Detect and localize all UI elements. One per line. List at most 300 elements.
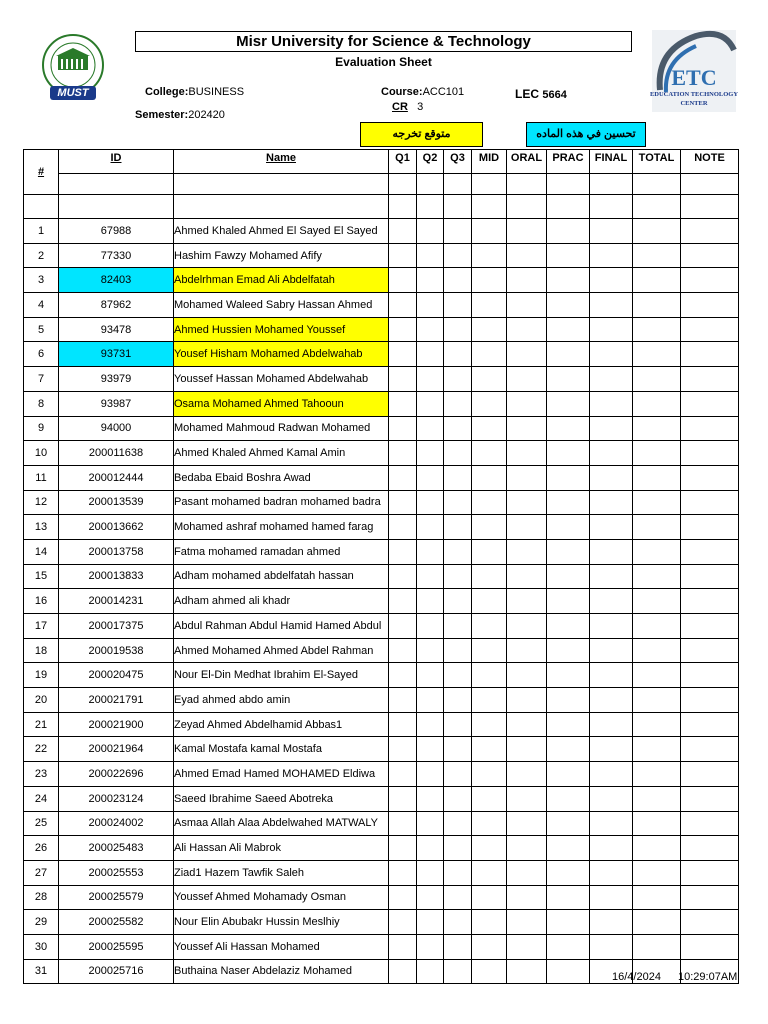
- row-total-cell[interactable]: [633, 663, 681, 688]
- row-mid-cell[interactable]: [472, 934, 507, 959]
- row-q1-cell[interactable]: [389, 737, 417, 762]
- row-q3-cell[interactable]: [444, 293, 472, 318]
- row-final-cell[interactable]: [590, 663, 633, 688]
- row-q2-cell[interactable]: [417, 317, 444, 342]
- row-prac-cell[interactable]: [547, 342, 590, 367]
- row-q1-cell[interactable]: [389, 317, 417, 342]
- row-q3-cell[interactable]: [444, 860, 472, 885]
- row-q2-cell[interactable]: [417, 885, 444, 910]
- row-oral-cell[interactable]: [507, 663, 547, 688]
- row-note-cell[interactable]: [681, 811, 739, 836]
- row-q1-cell[interactable]: [389, 836, 417, 861]
- row-total-cell[interactable]: [633, 293, 681, 318]
- row-final-cell[interactable]: [590, 441, 633, 466]
- row-mid-cell[interactable]: [472, 786, 507, 811]
- row-prac-cell[interactable]: [547, 762, 590, 787]
- row-final-cell[interactable]: [590, 688, 633, 713]
- row-q3-cell[interactable]: [444, 465, 472, 490]
- row-oral-cell[interactable]: [507, 786, 547, 811]
- row-note-cell[interactable]: [681, 614, 739, 639]
- row-final-cell[interactable]: [590, 367, 633, 392]
- row-q1-cell[interactable]: [389, 465, 417, 490]
- row-prac-cell[interactable]: [547, 860, 590, 885]
- row-mid-cell[interactable]: [472, 490, 507, 515]
- must-logo: [28, 32, 118, 104]
- row-oral-cell[interactable]: [507, 293, 547, 318]
- row-total-cell[interactable]: [633, 589, 681, 614]
- row-q1-cell[interactable]: [389, 441, 417, 466]
- row-mid-cell[interactable]: [472, 515, 507, 540]
- row-oral-cell[interactable]: [507, 737, 547, 762]
- row-mid-cell[interactable]: [472, 391, 507, 416]
- row-mid-cell[interactable]: [472, 465, 507, 490]
- col-header-total: TOTAL: [633, 150, 681, 174]
- row-q2-cell[interactable]: [417, 490, 444, 515]
- row-q1-cell[interactable]: [389, 860, 417, 885]
- row-prac-cell[interactable]: [547, 614, 590, 639]
- row-mid-cell[interactable]: [472, 293, 507, 318]
- row-total-cell[interactable]: [633, 367, 681, 392]
- row-mid-cell[interactable]: [472, 416, 507, 441]
- row-q3-cell[interactable]: [444, 268, 472, 293]
- row-q2-cell[interactable]: [417, 367, 444, 392]
- row-note-cell[interactable]: [681, 836, 739, 861]
- row-prac-cell[interactable]: [547, 638, 590, 663]
- row-note-cell[interactable]: [681, 786, 739, 811]
- row-q3-cell[interactable]: [444, 539, 472, 564]
- row-note-cell[interactable]: [681, 712, 739, 737]
- row-total-cell[interactable]: [633, 539, 681, 564]
- row-oral-cell[interactable]: [507, 342, 547, 367]
- row-q3-cell[interactable]: [444, 663, 472, 688]
- row-total-cell[interactable]: [633, 268, 681, 293]
- row-note-cell[interactable]: [681, 688, 739, 713]
- table-row: [24, 391, 739, 416]
- row-note-cell[interactable]: [681, 589, 739, 614]
- row-note-cell[interactable]: [681, 342, 739, 367]
- row-final-cell[interactable]: [590, 243, 633, 268]
- row-q2-cell[interactable]: [417, 860, 444, 885]
- row-q2-cell[interactable]: [417, 959, 444, 984]
- row-mid-cell[interactable]: [472, 638, 507, 663]
- row-q3-cell[interactable]: [444, 811, 472, 836]
- row-total-cell[interactable]: [633, 416, 681, 441]
- row-q1-cell[interactable]: [389, 342, 417, 367]
- row-q1-cell[interactable]: [389, 539, 417, 564]
- row-number: 10: [24, 441, 59, 466]
- row-oral-cell[interactable]: [507, 367, 547, 392]
- row-q1-cell[interactable]: [389, 910, 417, 935]
- row-student-id: 93987: [59, 391, 174, 416]
- row-prac-cell[interactable]: [547, 589, 590, 614]
- row-oral-cell[interactable]: [507, 934, 547, 959]
- row-note-cell[interactable]: [681, 737, 739, 762]
- row-final-cell[interactable]: [590, 589, 633, 614]
- row-total-cell[interactable]: [633, 441, 681, 466]
- row-number: 15: [24, 564, 59, 589]
- row-note-cell[interactable]: [681, 243, 739, 268]
- row-total-cell[interactable]: [633, 885, 681, 910]
- row-mid-cell[interactable]: [472, 762, 507, 787]
- row-final-cell[interactable]: [590, 416, 633, 441]
- row-q1-cell[interactable]: [389, 589, 417, 614]
- row-total-cell[interactable]: [633, 243, 681, 268]
- row-final-cell[interactable]: [590, 737, 633, 762]
- table-row: [24, 293, 739, 318]
- row-oral-cell[interactable]: [507, 268, 547, 293]
- row-total-cell[interactable]: [633, 564, 681, 589]
- row-q1-cell[interactable]: [389, 490, 417, 515]
- row-note-cell[interactable]: [681, 638, 739, 663]
- row-mid-cell[interactable]: [472, 688, 507, 713]
- row-q2-cell[interactable]: [417, 441, 444, 466]
- row-note-cell[interactable]: [681, 367, 739, 392]
- row-mid-cell[interactable]: [472, 268, 507, 293]
- row-q2-cell[interactable]: [417, 539, 444, 564]
- row-q1-cell[interactable]: [389, 391, 417, 416]
- row-prac-cell[interactable]: [547, 836, 590, 861]
- row-oral-cell[interactable]: [507, 589, 547, 614]
- row-mid-cell[interactable]: [472, 219, 507, 244]
- row-q1-cell[interactable]: [389, 811, 417, 836]
- row-total-cell[interactable]: [633, 614, 681, 639]
- row-q2-cell[interactable]: [417, 515, 444, 540]
- row-oral-cell[interactable]: [507, 490, 547, 515]
- row-oral-cell[interactable]: [507, 762, 547, 787]
- table-row: [24, 342, 739, 367]
- row-mid-cell[interactable]: [472, 564, 507, 589]
- row-student-id: 82403: [59, 268, 174, 293]
- row-q1-cell[interactable]: [389, 243, 417, 268]
- row-note-cell[interactable]: [681, 762, 739, 787]
- row-final-cell[interactable]: [590, 934, 633, 959]
- row-total-cell[interactable]: [633, 465, 681, 490]
- row-final-cell[interactable]: [590, 465, 633, 490]
- row-prac-cell[interactable]: [547, 712, 590, 737]
- row-final-cell[interactable]: [590, 293, 633, 318]
- row-q3-cell[interactable]: [444, 317, 472, 342]
- row-final-cell[interactable]: [590, 614, 633, 639]
- row-student-id: 200011638: [59, 441, 174, 466]
- row-number: 29: [24, 910, 59, 935]
- row-q3-cell[interactable]: [444, 737, 472, 762]
- row-total-cell[interactable]: [633, 712, 681, 737]
- row-oral-cell[interactable]: [507, 391, 547, 416]
- row-q3-cell[interactable]: [444, 786, 472, 811]
- row-student-name: Adham ahmed ali khadr: [174, 589, 389, 614]
- row-final-cell[interactable]: [590, 490, 633, 515]
- row-q3-cell[interactable]: [444, 416, 472, 441]
- row-total-cell[interactable]: [633, 934, 681, 959]
- row-mid-cell[interactable]: [472, 539, 507, 564]
- row-q1-cell[interactable]: [389, 762, 417, 787]
- row-total-cell[interactable]: [633, 515, 681, 540]
- row-oral-cell[interactable]: [507, 317, 547, 342]
- row-q2-cell[interactable]: [417, 811, 444, 836]
- row-prac-cell[interactable]: [547, 243, 590, 268]
- row-q3-cell[interactable]: [444, 688, 472, 713]
- row-note-cell[interactable]: [681, 490, 739, 515]
- row-q2-cell[interactable]: [417, 391, 444, 416]
- row-oral-cell[interactable]: [507, 441, 547, 466]
- row-mid-cell[interactable]: [472, 367, 507, 392]
- row-total-cell[interactable]: [633, 391, 681, 416]
- row-note-cell[interactable]: [681, 268, 739, 293]
- row-mid-cell[interactable]: [472, 737, 507, 762]
- row-q2-cell[interactable]: [417, 293, 444, 318]
- row-oral-cell[interactable]: [507, 860, 547, 885]
- row-q1-cell[interactable]: [389, 786, 417, 811]
- row-q1-cell[interactable]: [389, 712, 417, 737]
- row-final-cell[interactable]: [590, 712, 633, 737]
- row-final-cell[interactable]: [590, 317, 633, 342]
- row-final-cell[interactable]: [590, 836, 633, 861]
- row-final-cell[interactable]: [590, 515, 633, 540]
- row-mid-cell[interactable]: [472, 712, 507, 737]
- row-oral-cell[interactable]: [507, 959, 547, 984]
- row-q2-cell[interactable]: [417, 737, 444, 762]
- row-q2-cell[interactable]: [417, 219, 444, 244]
- row-mid-cell[interactable]: [472, 317, 507, 342]
- row-final-cell[interactable]: [590, 391, 633, 416]
- row-oral-cell[interactable]: [507, 416, 547, 441]
- row-total-cell[interactable]: [633, 219, 681, 244]
- row-q3-cell[interactable]: [444, 490, 472, 515]
- row-total-cell[interactable]: [633, 490, 681, 515]
- row-q3-cell[interactable]: [444, 934, 472, 959]
- row-q2-cell[interactable]: [417, 786, 444, 811]
- row-q2-cell[interactable]: [417, 465, 444, 490]
- row-note-cell[interactable]: [681, 910, 739, 935]
- row-mid-cell[interactable]: [472, 243, 507, 268]
- row-q1-cell[interactable]: [389, 614, 417, 639]
- row-number: 20: [24, 688, 59, 713]
- row-q2-cell[interactable]: [417, 836, 444, 861]
- row-prac-cell[interactable]: [547, 539, 590, 564]
- table-row: [24, 367, 739, 392]
- row-prac-cell[interactable]: [547, 268, 590, 293]
- row-final-cell[interactable]: [590, 786, 633, 811]
- row-oral-cell[interactable]: [507, 688, 547, 713]
- row-total-cell[interactable]: [633, 860, 681, 885]
- row-prac-cell[interactable]: [547, 934, 590, 959]
- row-mid-cell[interactable]: [472, 811, 507, 836]
- row-total-cell[interactable]: [633, 811, 681, 836]
- row-final-cell[interactable]: [590, 638, 633, 663]
- row-q3-cell[interactable]: [444, 391, 472, 416]
- row-q1-cell[interactable]: [389, 515, 417, 540]
- row-oral-cell[interactable]: [507, 614, 547, 639]
- row-q2-cell[interactable]: [417, 564, 444, 589]
- row-oral-cell[interactable]: [507, 712, 547, 737]
- row-q1-cell[interactable]: [389, 959, 417, 984]
- row-mid-cell[interactable]: [472, 589, 507, 614]
- row-final-cell[interactable]: [590, 342, 633, 367]
- row-final-cell[interactable]: [590, 268, 633, 293]
- row-q2-cell[interactable]: [417, 663, 444, 688]
- row-oral-cell[interactable]: [507, 564, 547, 589]
- row-prac-cell[interactable]: [547, 663, 590, 688]
- row-q1-cell[interactable]: [389, 293, 417, 318]
- row-prac-cell[interactable]: [547, 391, 590, 416]
- row-total-cell[interactable]: [633, 317, 681, 342]
- row-q3-cell[interactable]: [444, 243, 472, 268]
- row-q1-cell[interactable]: [389, 268, 417, 293]
- row-total-cell[interactable]: [633, 786, 681, 811]
- row-oral-cell[interactable]: [507, 465, 547, 490]
- row-q3-cell[interactable]: [444, 367, 472, 392]
- row-oral-cell[interactable]: [507, 885, 547, 910]
- row-q3-cell[interactable]: [444, 515, 472, 540]
- row-prac-cell[interactable]: [547, 688, 590, 713]
- row-total-cell[interactable]: [633, 342, 681, 367]
- row-note-cell[interactable]: [681, 441, 739, 466]
- row-prac-cell[interactable]: [547, 317, 590, 342]
- row-prac-cell[interactable]: [547, 367, 590, 392]
- row-oral-cell[interactable]: [507, 910, 547, 935]
- row-note-cell[interactable]: [681, 539, 739, 564]
- row-final-cell[interactable]: [590, 885, 633, 910]
- row-note-cell[interactable]: [681, 465, 739, 490]
- row-q2-cell[interactable]: [417, 712, 444, 737]
- row-oral-cell[interactable]: [507, 219, 547, 244]
- row-q3-cell[interactable]: [444, 885, 472, 910]
- row-prac-cell[interactable]: [547, 811, 590, 836]
- row-final-cell[interactable]: [590, 564, 633, 589]
- row-total-cell[interactable]: [633, 762, 681, 787]
- row-mid-cell[interactable]: [472, 836, 507, 861]
- row-prac-cell[interactable]: [547, 786, 590, 811]
- row-total-cell[interactable]: [633, 688, 681, 713]
- row-mid-cell[interactable]: [472, 663, 507, 688]
- row-mid-cell[interactable]: [472, 910, 507, 935]
- row-q2-cell[interactable]: [417, 688, 444, 713]
- row-prac-cell[interactable]: [547, 910, 590, 935]
- row-student-id: 200022696: [59, 762, 174, 787]
- badge-expected-graduation: متوقع تخرجه: [360, 122, 483, 147]
- row-prac-cell[interactable]: [547, 441, 590, 466]
- row-q3-cell[interactable]: [444, 342, 472, 367]
- row-note-cell[interactable]: [681, 317, 739, 342]
- row-mid-cell[interactable]: [472, 441, 507, 466]
- row-q1-cell[interactable]: [389, 416, 417, 441]
- row-q1-cell[interactable]: [389, 638, 417, 663]
- row-note-cell[interactable]: [681, 293, 739, 318]
- row-q3-cell[interactable]: [444, 910, 472, 935]
- row-prac-cell[interactable]: [547, 465, 590, 490]
- row-prac-cell[interactable]: [547, 737, 590, 762]
- row-q3-cell[interactable]: [444, 589, 472, 614]
- row-final-cell[interactable]: [590, 219, 633, 244]
- row-q2-cell[interactable]: [417, 589, 444, 614]
- row-mid-cell[interactable]: [472, 614, 507, 639]
- row-prac-cell[interactable]: [547, 885, 590, 910]
- row-total-cell[interactable]: [633, 836, 681, 861]
- col-header-note: NOTE: [681, 150, 739, 174]
- row-q2-cell[interactable]: [417, 243, 444, 268]
- row-oral-cell[interactable]: [507, 515, 547, 540]
- row-note-cell[interactable]: [681, 391, 739, 416]
- row-q3-cell[interactable]: [444, 762, 472, 787]
- row-mid-cell[interactable]: [472, 860, 507, 885]
- row-total-cell[interactable]: [633, 638, 681, 663]
- row-oral-cell[interactable]: [507, 811, 547, 836]
- row-q1-cell[interactable]: [389, 688, 417, 713]
- must-logo-text: MUST: [57, 87, 89, 99]
- row-final-cell[interactable]: [590, 910, 633, 935]
- row-oral-cell[interactable]: [507, 539, 547, 564]
- row-oral-cell[interactable]: [507, 836, 547, 861]
- row-prac-cell[interactable]: [547, 293, 590, 318]
- row-prac-cell[interactable]: [547, 490, 590, 515]
- row-final-cell[interactable]: [590, 762, 633, 787]
- row-q3-cell[interactable]: [444, 836, 472, 861]
- row-note-cell[interactable]: [681, 934, 739, 959]
- row-prac-cell[interactable]: [547, 515, 590, 540]
- col-header-mid: MID: [472, 150, 507, 174]
- row-note-cell[interactable]: [681, 564, 739, 589]
- row-final-cell[interactable]: [590, 860, 633, 885]
- row-note-cell[interactable]: [681, 663, 739, 688]
- row-note-cell[interactable]: [681, 885, 739, 910]
- row-final-cell[interactable]: [590, 539, 633, 564]
- row-number: 22: [24, 737, 59, 762]
- row-q2-cell[interactable]: [417, 910, 444, 935]
- row-q1-cell[interactable]: [389, 219, 417, 244]
- semester-info: [135, 109, 225, 121]
- row-q3-cell[interactable]: [444, 219, 472, 244]
- row-q3-cell[interactable]: [444, 441, 472, 466]
- row-note-cell[interactable]: [681, 515, 739, 540]
- row-q2-cell[interactable]: [417, 268, 444, 293]
- table-spacer-row: [24, 195, 739, 219]
- row-q1-cell[interactable]: [389, 934, 417, 959]
- row-mid-cell[interactable]: [472, 959, 507, 984]
- row-q3-cell[interactable]: [444, 564, 472, 589]
- row-q2-cell[interactable]: [417, 638, 444, 663]
- row-mid-cell[interactable]: [472, 342, 507, 367]
- row-total-cell[interactable]: [633, 737, 681, 762]
- row-prac-cell[interactable]: [547, 564, 590, 589]
- row-note-cell[interactable]: [681, 416, 739, 441]
- row-prac-cell[interactable]: [547, 416, 590, 441]
- row-oral-cell[interactable]: [507, 638, 547, 663]
- row-q2-cell[interactable]: [417, 934, 444, 959]
- row-q3-cell[interactable]: [444, 959, 472, 984]
- row-q3-cell[interactable]: [444, 712, 472, 737]
- row-student-id: 200014231: [59, 589, 174, 614]
- row-final-cell[interactable]: [590, 811, 633, 836]
- row-oral-cell[interactable]: [507, 243, 547, 268]
- row-total-cell[interactable]: [633, 910, 681, 935]
- row-prac-cell[interactable]: [547, 959, 590, 984]
- row-q3-cell[interactable]: [444, 638, 472, 663]
- row-note-cell[interactable]: [681, 219, 739, 244]
- row-q1-cell[interactable]: [389, 564, 417, 589]
- row-q1-cell[interactable]: [389, 885, 417, 910]
- row-q2-cell[interactable]: [417, 342, 444, 367]
- table-row: [24, 441, 739, 466]
- row-q2-cell[interactable]: [417, 762, 444, 787]
- row-q2-cell[interactable]: [417, 614, 444, 639]
- row-note-cell[interactable]: [681, 860, 739, 885]
- row-prac-cell[interactable]: [547, 219, 590, 244]
- row-q2-cell[interactable]: [417, 416, 444, 441]
- row-mid-cell[interactable]: [472, 885, 507, 910]
- row-q3-cell[interactable]: [444, 614, 472, 639]
- row-q1-cell[interactable]: [389, 367, 417, 392]
- row-q1-cell[interactable]: [389, 663, 417, 688]
